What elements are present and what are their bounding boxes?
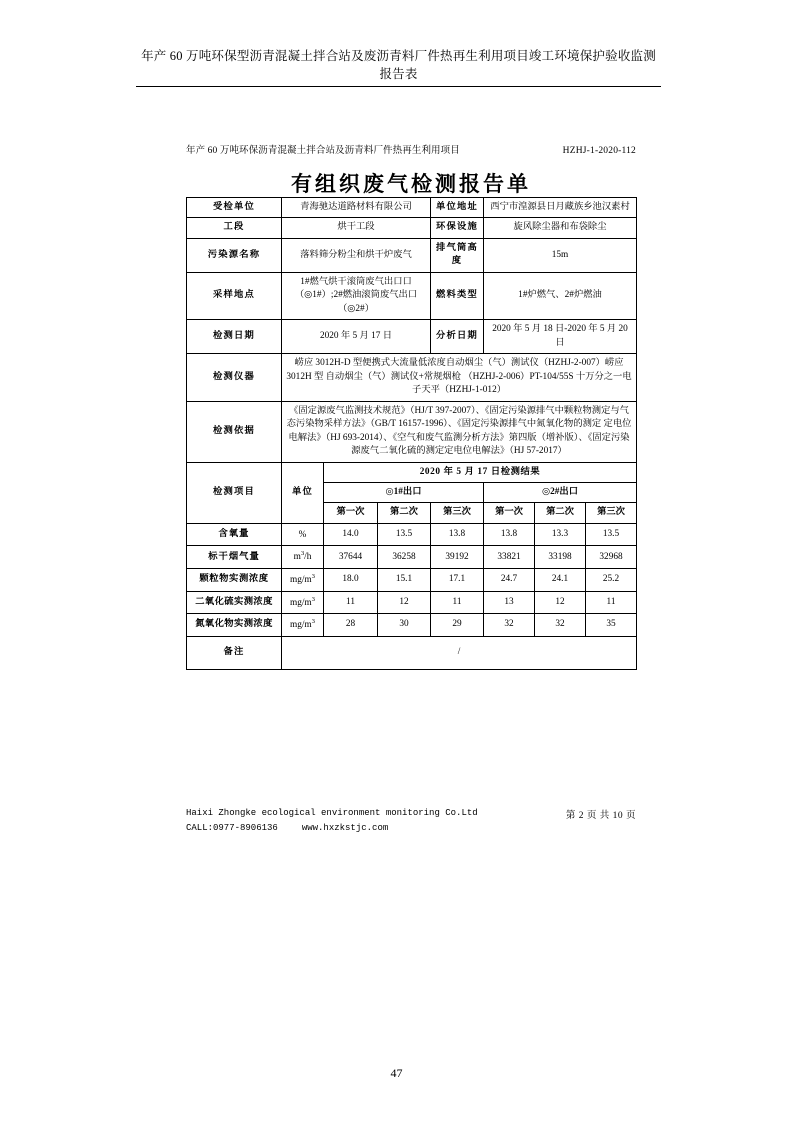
measure-value: 36258	[378, 546, 431, 569]
measure-name: 含氧量	[187, 523, 282, 546]
measure-value: 30	[378, 614, 431, 637]
running-header: 年产 60 万吨环保型沥青混凝土拌合站及废沥青料厂件热再生利用项目竣工环境保护验收监测报告表	[136, 46, 661, 87]
footer-company-name: Haixi Zhongke ecological environment monitoring Co.Ltd	[186, 808, 478, 818]
table-row	[187, 523, 637, 546]
table-row	[187, 238, 637, 272]
field-label: 环保设施	[431, 218, 484, 238]
measure-value: 33821	[484, 546, 535, 569]
measure-unit: $m^3/h$	[282, 546, 324, 569]
field-value: 15m	[484, 238, 637, 272]
measure-value: 13.8	[484, 523, 535, 546]
measure-value: 13	[484, 591, 535, 614]
footer-company-block	[186, 806, 478, 837]
results-date-header: 2020 年 5 月 17 日检测结果	[324, 462, 637, 482]
field-label: 单位地址	[431, 198, 484, 218]
time-header: 第三次	[586, 503, 637, 523]
report-table	[186, 197, 637, 670]
instrument-value: 崂应 3012H-D 型便携式大流量低浓度自动烟尘（气）测试仪（HZHJ-2-007）崂应 3012H 型 自动烟尘（气）测试仪+常规烟枪 （HZHJ-2-006）PT-104/55S 十万分之一电子天平（HZHJ-1-012）	[282, 354, 637, 401]
sub-header-code: HZHJ-1-2020-112	[562, 146, 636, 156]
field-label: 受检单位	[187, 198, 282, 218]
time-header: 第二次	[535, 503, 586, 523]
time-header: 第一次	[484, 503, 535, 523]
field-label: 污染源名称	[187, 238, 282, 272]
field-value: 青海驰达道路材料有限公司	[282, 198, 431, 218]
measure-value: 24.7	[484, 569, 535, 592]
table-row	[187, 320, 637, 354]
time-header: 第一次	[324, 503, 378, 523]
measure-value: 13.5	[586, 523, 637, 546]
page-title: 有组织废气检测报告单	[291, 172, 531, 196]
measure-value: 39192	[431, 546, 484, 569]
measure-value: 29	[431, 614, 484, 637]
field-value: 烘干工段	[282, 218, 431, 238]
remark-value: /	[282, 636, 637, 669]
table-row	[187, 218, 637, 238]
remark-label: 备注	[187, 636, 282, 669]
page-footer	[186, 806, 636, 837]
footer-phone: CALL:0977-8906136	[186, 823, 278, 834]
outlet-header-2: ◎2#出口	[484, 482, 637, 502]
field-label: 工段	[187, 218, 282, 238]
field-label: 分析日期	[431, 320, 484, 354]
results-header-row	[187, 462, 637, 482]
measure-value: 13.3	[535, 523, 586, 546]
measure-value: 11	[586, 591, 637, 614]
measure-value: 12	[378, 591, 431, 614]
field-value: 2020 年 5 月 17 日	[282, 320, 431, 354]
measure-value: 12	[535, 591, 586, 614]
instrument-label: 检测仪器	[187, 354, 282, 401]
field-value: 1#炉燃气、2#炉燃油	[484, 272, 637, 319]
sub-header-project: 年产 60 万吨环保沥青混凝土拌合站及沥青料厂件热再生利用项目	[186, 146, 460, 156]
measure-value: 33198	[535, 546, 586, 569]
remark-row	[187, 636, 637, 669]
measure-value: 35	[586, 614, 637, 637]
measure-value: 11	[324, 591, 378, 614]
measure-value: 32	[484, 614, 535, 637]
table-row	[187, 569, 637, 592]
measure-value: 24.1	[535, 569, 586, 592]
table-row	[187, 272, 637, 319]
field-value: 1#燃气烘干滚筒废气出口口（◎1#）;2#燃油滚筒废气出口（◎2#）	[282, 272, 431, 319]
measure-value: 15.1	[378, 569, 431, 592]
field-value: 西宁市湟源县日月藏族乡池汉素村	[484, 198, 637, 218]
measure-unit: $mg/m^3$	[282, 591, 324, 614]
field-label: 检测日期	[187, 320, 282, 354]
measure-value: 13.8	[431, 523, 484, 546]
measure-value: 32968	[586, 546, 637, 569]
measure-unit: $mg/m^3$	[282, 569, 324, 592]
table-row	[187, 401, 637, 462]
table-row	[187, 546, 637, 569]
measure-value: 28	[324, 614, 378, 637]
field-label: 排气筒高度	[431, 238, 484, 272]
measure-value: 11	[431, 591, 484, 614]
measure-value: 32	[535, 614, 586, 637]
field-value: 旋风除尘器和布袋除尘	[484, 218, 637, 238]
field-value: 2020 年 5 月 18 日-2020 年 5 月 20 日	[484, 320, 637, 354]
footer-pagination: 第 2 页 共 10 页	[565, 811, 636, 821]
table-row	[187, 591, 637, 614]
measure-value: 14.0	[324, 523, 378, 546]
results-item-label: 检测项目	[187, 462, 282, 523]
field-value: 落料筛分粉尘和烘干炉废气	[282, 238, 431, 272]
table-row	[187, 198, 637, 218]
results-unit-label: 单位	[282, 462, 324, 523]
basis-value: 《固定源废气监测技术规范》（HJ/T 397-2007）、《固定污染源排气中颗粒物测定与气态污染物采样方法》（GB/T 16157-1996）、《固定污染源排气中氮氧化物的测定 定电位电解法》（HJ 693-2014）、《空气和废气监测分析方法》第四版（增补版）、《固定污染源废气二氧化硫的测定定电位电解法》（HJ 57-2017）	[282, 401, 637, 462]
measure-value: 25.2	[586, 569, 637, 592]
measure-name: 二氧化硫实测浓度	[187, 591, 282, 614]
measure-name: 颗粒物实测浓度	[187, 569, 282, 592]
page-number: 47	[390, 1066, 403, 1080]
time-header: 第二次	[378, 503, 431, 523]
measure-value: 13.5	[378, 523, 431, 546]
measure-unit: $mg/m^3$	[282, 614, 324, 637]
table-row	[187, 614, 637, 637]
footer-website: www.hxzkstjc.com	[301, 823, 389, 834]
measure-name: 氮氧化物实测浓度	[187, 614, 282, 637]
measure-value: 37644	[324, 546, 378, 569]
measure-unit: %	[282, 523, 324, 546]
table-row	[187, 354, 637, 401]
sub-header	[186, 142, 636, 156]
measure-name: 标干烟气量	[187, 546, 282, 569]
time-header: 第三次	[431, 503, 484, 523]
field-label: 采样地点	[187, 272, 282, 319]
field-label: 燃料类型	[431, 272, 484, 319]
measure-value: 17.1	[431, 569, 484, 592]
outlet-header-1: ◎1#出口	[324, 482, 484, 502]
basis-label: 检测依据	[187, 401, 282, 462]
measure-value: 18.0	[324, 569, 378, 592]
